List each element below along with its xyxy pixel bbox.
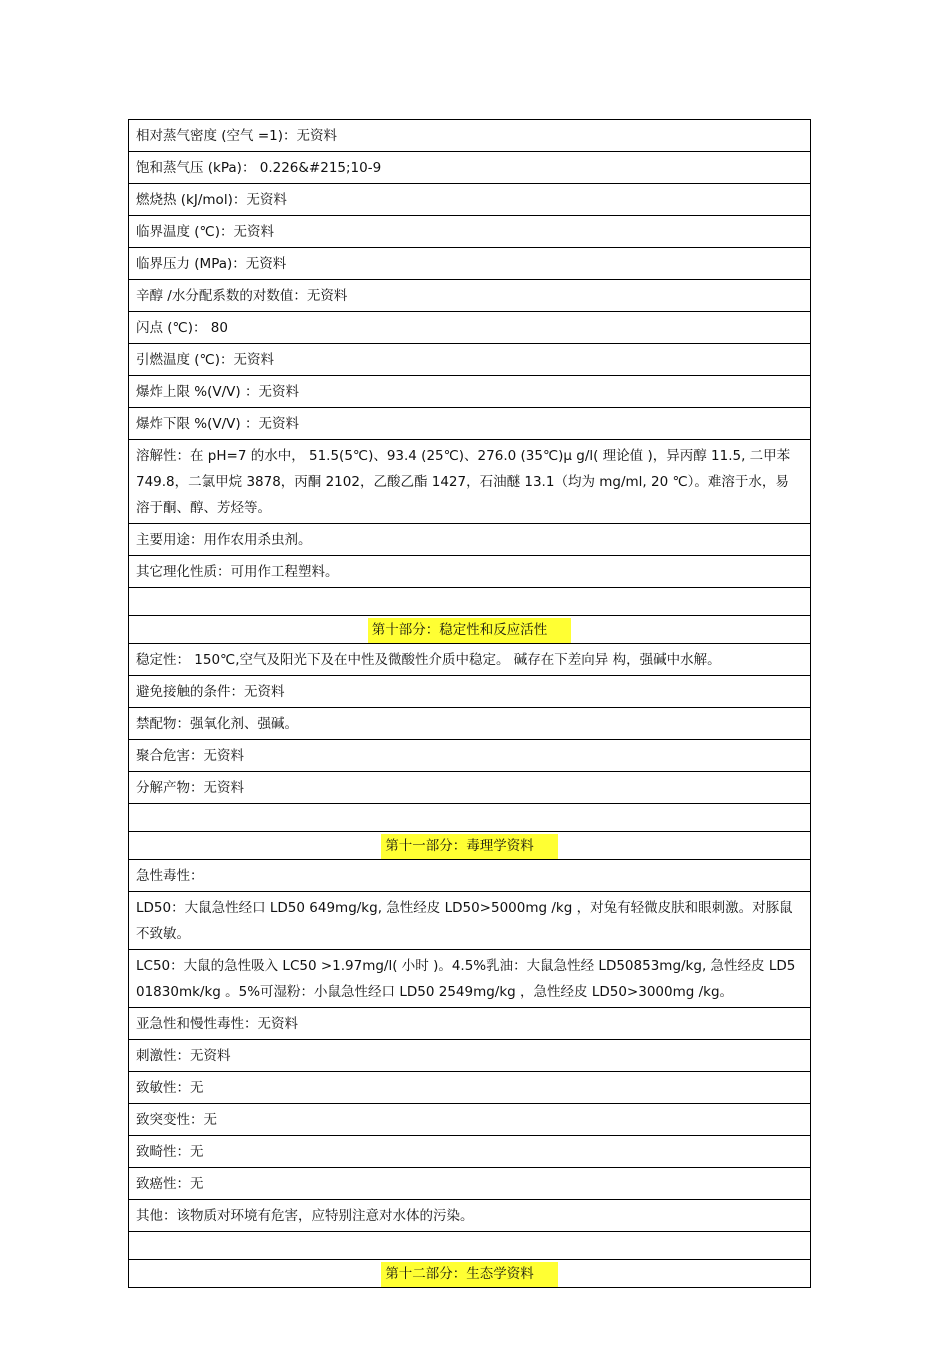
row-text: 致畸性：无 xyxy=(129,1136,811,1168)
table-row xyxy=(129,184,811,216)
empty-cell xyxy=(129,588,811,616)
empty-row xyxy=(129,1232,811,1260)
table-row xyxy=(129,152,811,184)
table-row xyxy=(129,440,811,524)
row-text: 辛醇 /水分配系数的对数值：无资料 xyxy=(129,280,811,312)
table-row xyxy=(129,216,811,248)
empty-row xyxy=(129,588,811,616)
table-row xyxy=(129,644,811,676)
row-text: 其它理化性质：可用作工程塑料。 xyxy=(129,556,811,588)
row-text: 溶解性：在 pH=7 的水中， 51.5(5℃)、93.4 (25℃)、276.0 (35℃)μ g/l( 理论值 )，异丙醇 11.5, 二甲苯 749.8，二氯甲烷 3878，丙酮 2102，乙酸乙酯 1427，石油醚 13.1（均为 mg/ml, 20 ℃）。难溶于水，易溶于酮、醇、芳烃等。 xyxy=(129,440,811,524)
row-text: 聚合危害：无资料 xyxy=(129,740,811,772)
table-row xyxy=(129,248,811,280)
table-row xyxy=(129,772,811,804)
row-text: 爆炸下限 %(V/V) ：无资料 xyxy=(129,408,811,440)
table-row xyxy=(129,1136,811,1168)
table-row xyxy=(129,1168,811,1200)
row-text: 刺激性：无资料 xyxy=(129,1040,811,1072)
table-row xyxy=(129,1008,811,1040)
row-text: 燃烧热 (kJ/mol)：无资料 xyxy=(129,184,811,216)
empty-cell xyxy=(129,804,811,832)
row-text: LD50：大鼠急性经口 LD50 649mg/kg, 急性经皮 LD50>5000mg /kg ，对兔有轻微皮肤和眼刺激。对豚鼠不致敏。 xyxy=(129,892,811,950)
row-text: 其他：该物质对环境有危害，应特别注意对水体的污染。 xyxy=(129,1200,811,1232)
section-title: 第十部分：稳定性和反应活性 xyxy=(368,618,572,643)
row-text: LC50：大鼠的急性吸入 LC50 >1.97mg/l( 小时 )。4.5%乳油：大鼠急性经 LD50853mg/kg, 急性经皮 LD501830mk/kg 。5%可湿粉：小鼠急性经口 LD50 2549mg/kg ，急性经皮 LD50>3000mg /kg。 xyxy=(129,950,811,1008)
table-row xyxy=(129,120,811,152)
table-row xyxy=(129,408,811,440)
table-row xyxy=(129,376,811,408)
section-title: 第十一部分：毒理学资料 xyxy=(381,834,558,859)
table-row xyxy=(129,950,811,1008)
section-header-row xyxy=(129,616,811,644)
table-row xyxy=(129,280,811,312)
empty-row xyxy=(129,804,811,832)
row-text: 致敏性：无 xyxy=(129,1072,811,1104)
table-row xyxy=(129,344,811,376)
row-text: 临界温度 (℃)：无资料 xyxy=(129,216,811,248)
table-row xyxy=(129,860,811,892)
section-title: 第十二部分：生态学资料 xyxy=(381,1262,558,1287)
table-row xyxy=(129,312,811,344)
table-row xyxy=(129,708,811,740)
row-text: 分解产物：无资料 xyxy=(129,772,811,804)
row-text: 临界压力 (MPa)：无资料 xyxy=(129,248,811,280)
row-text: 饱和蒸气压 (kPa)： 0.226&#215;10-9 xyxy=(129,152,811,184)
msds-table xyxy=(128,119,811,1288)
row-text: 闪点 (℃)： 80 xyxy=(129,312,811,344)
table-row xyxy=(129,1200,811,1232)
table-row xyxy=(129,556,811,588)
row-text: 主要用途：用作农用杀虫剂。 xyxy=(129,524,811,556)
row-text: 引燃温度 (℃)：无资料 xyxy=(129,344,811,376)
row-text: 禁配物：强氧化剂、强碱。 xyxy=(129,708,811,740)
empty-cell xyxy=(129,1232,811,1260)
table-row xyxy=(129,676,811,708)
table-row xyxy=(129,740,811,772)
section-header-row xyxy=(129,832,811,860)
section-header-cell xyxy=(129,616,811,644)
section-header-cell xyxy=(129,832,811,860)
table-row xyxy=(129,1072,811,1104)
table-row xyxy=(129,524,811,556)
section-header-cell xyxy=(129,1260,811,1288)
row-text: 致突变性：无 xyxy=(129,1104,811,1136)
row-text: 爆炸上限 %(V/V) ：无资料 xyxy=(129,376,811,408)
table-row xyxy=(129,892,811,950)
row-text: 亚急性和慢性毒性：无资料 xyxy=(129,1008,811,1040)
row-text: 致癌性：无 xyxy=(129,1168,811,1200)
section-header-row xyxy=(129,1260,811,1288)
table-row xyxy=(129,1104,811,1136)
table-row xyxy=(129,1040,811,1072)
row-text: 稳定性： 150℃,空气及阳光下及在中性及微酸性介质中稳定。 碱存在下差向异 构，强碱中水解。 xyxy=(129,644,811,676)
row-text: 急性毒性： xyxy=(129,860,811,892)
row-text: 相对蒸气密度 (空气 =1)：无资料 xyxy=(129,120,811,152)
row-text: 避免接触的条件：无资料 xyxy=(129,676,811,708)
